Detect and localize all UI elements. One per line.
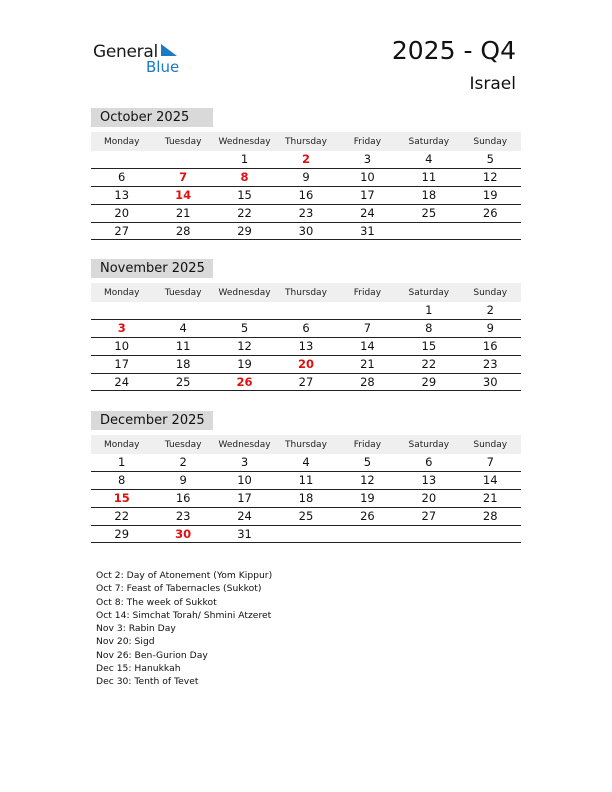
holiday-day-cell: 26 <box>236 375 253 389</box>
day-cell: 19 <box>237 357 252 372</box>
holiday-note: Nov 3: Rabin Day <box>96 623 176 635</box>
day-cell: 24 <box>237 509 252 524</box>
holiday-day-cell: 15 <box>113 491 130 506</box>
day-cell: 6 <box>302 321 310 336</box>
day-cell: 9 <box>302 170 310 185</box>
holiday-day-cell: 2 <box>301 152 310 167</box>
weekday-header: Friday <box>353 136 382 147</box>
weekday-header: Sunday <box>473 439 508 450</box>
holiday-note: Oct 7: Feast of Tabernacles (Sukkot) <box>96 583 262 595</box>
month-label: November 2025 <box>91 259 213 278</box>
day-cell: 4 <box>179 321 187 336</box>
day-cell: 28 <box>482 509 498 524</box>
holiday-day-cell: 20 <box>297 357 314 372</box>
day-cell: 29 <box>421 375 437 389</box>
day-cell: 13 <box>114 188 130 203</box>
day-cell: 18 <box>421 188 437 203</box>
week-row <box>91 454 521 471</box>
weekday-header: Tuesday <box>164 439 202 450</box>
weekday-header: Saturday <box>408 136 450 147</box>
day-cell: 7 <box>363 321 372 336</box>
day-cell: 15 <box>421 339 437 354</box>
page-title: 2025 - Q4 <box>391 36 516 65</box>
holiday-day-cell: 7 <box>179 170 188 185</box>
week-row <box>91 151 521 168</box>
week-row <box>91 525 521 544</box>
day-cell: 1 <box>240 152 249 167</box>
day-cell: 13 <box>298 339 314 354</box>
day-cell: 29 <box>114 527 130 541</box>
month-grid <box>91 132 521 240</box>
day-cell: 14 <box>482 473 498 488</box>
day-cell: 1 <box>425 303 433 318</box>
weekday-header: Friday <box>353 287 382 298</box>
week-row <box>91 168 521 186</box>
weekday-header: Thursday <box>285 136 327 147</box>
day-cell: 11 <box>175 339 191 354</box>
day-cell: 23 <box>175 509 191 524</box>
day-cell: 25 <box>175 375 191 389</box>
day-cell: 22 <box>114 509 130 524</box>
day-cell: 1 <box>118 455 126 470</box>
country-name: Israel <box>469 74 516 94</box>
day-cell: 7 <box>486 455 494 470</box>
weekday-header: Wednesday <box>218 439 271 450</box>
day-cell: 8 <box>425 321 433 336</box>
day-cell: 17 <box>114 357 130 372</box>
day-cell: 16 <box>175 491 191 506</box>
holiday-day-cell: 8 <box>240 170 249 185</box>
day-cell: 19 <box>360 491 375 506</box>
day-cell: 20 <box>114 206 130 221</box>
weekday-header-row <box>91 435 521 454</box>
day-cell: 30 <box>298 224 314 238</box>
day-cell: 27 <box>421 509 437 524</box>
month-label: December 2025 <box>91 411 213 430</box>
holiday-note: Nov 20: Sigd <box>96 636 155 648</box>
weekday-header: Wednesday <box>218 136 271 147</box>
day-cell: 5 <box>363 455 372 470</box>
holiday-note: Nov 26: Ben-Gurion Day <box>96 649 208 661</box>
holiday-note: Dec 30: Tenth of Tevet <box>96 676 199 688</box>
day-cell: 25 <box>421 206 437 221</box>
month-label: October 2025 <box>91 108 213 127</box>
holiday-day-cell: 3 <box>117 321 126 336</box>
day-cell: 24 <box>360 206 375 221</box>
week-row <box>91 471 521 489</box>
logo-word-general: General <box>93 42 158 62</box>
day-cell: 22 <box>237 206 252 221</box>
day-cell: 11 <box>421 170 437 185</box>
week-row <box>91 489 521 507</box>
weekday-header: Sunday <box>473 287 508 298</box>
weekday-header: Sunday <box>473 136 508 147</box>
day-cell: 27 <box>114 224 130 238</box>
day-cell: 6 <box>118 170 126 185</box>
week-row <box>91 186 521 204</box>
holiday-note: Oct 2: Day of Atonement (Yom Kippur) <box>96 570 273 581</box>
month-grid <box>91 435 521 543</box>
day-cell: 17 <box>237 491 252 506</box>
holiday-notes <box>96 569 272 689</box>
day-cell: 26 <box>482 206 498 221</box>
week-row <box>91 507 521 525</box>
holiday-note: Dec 15: Hanukkah <box>96 663 181 675</box>
day-cell: 16 <box>298 188 314 203</box>
day-cell: 16 <box>482 339 498 354</box>
logo-triangle-icon <box>159 43 179 57</box>
day-cell: 25 <box>298 509 314 524</box>
month-block <box>91 411 521 543</box>
day-cell: 31 <box>237 527 252 541</box>
day-cell: 18 <box>175 357 191 372</box>
holiday-note: Oct 8: The week of Sukkot <box>96 596 217 608</box>
day-cell: 29 <box>237 224 252 238</box>
logo-word-blue: Blue <box>146 58 180 76</box>
day-cell: 9 <box>486 321 494 336</box>
day-cell: 13 <box>421 473 437 488</box>
weekday-header: Saturday <box>408 439 450 450</box>
weekday-header: Wednesday <box>218 287 271 298</box>
day-cell: 17 <box>360 188 375 203</box>
day-cell: 12 <box>237 339 252 354</box>
weekday-header: Friday <box>353 439 382 450</box>
day-cell: 31 <box>360 224 375 238</box>
day-cell: 15 <box>237 188 252 203</box>
weekday-header: Thursday <box>285 287 327 298</box>
day-cell: 8 <box>118 473 126 488</box>
day-cell: 27 <box>298 375 314 389</box>
week-row <box>91 222 521 241</box>
day-cell: 6 <box>425 455 433 470</box>
day-cell: 21 <box>482 491 498 506</box>
day-cell: 21 <box>360 357 375 372</box>
day-cell: 26 <box>360 509 375 524</box>
week-row <box>91 355 521 373</box>
day-cell: 19 <box>482 188 498 203</box>
day-cell: 20 <box>421 491 437 506</box>
day-cell: 23 <box>482 357 498 372</box>
day-cell: 30 <box>482 375 498 389</box>
day-cell: 11 <box>298 473 314 488</box>
weekday-header: Monday <box>103 439 140 450</box>
day-cell: 10 <box>360 170 375 185</box>
day-cell: 2 <box>486 303 494 318</box>
day-cell: 22 <box>421 357 437 372</box>
holiday-day-cell: 14 <box>175 188 192 203</box>
month-grid <box>91 283 521 391</box>
holiday-note: Oct 14: Simchat Torah/ Shmini Atzeret <box>96 609 272 621</box>
day-cell: 12 <box>360 473 375 488</box>
holiday-day-cell: 30 <box>175 527 192 541</box>
logo <box>93 40 193 80</box>
weekday-header: Monday <box>103 287 140 298</box>
day-cell: 12 <box>482 170 498 185</box>
day-cell: 10 <box>237 473 252 488</box>
week-row <box>91 373 521 392</box>
day-cell: 4 <box>425 152 433 167</box>
week-row <box>91 204 521 222</box>
day-cell: 9 <box>179 473 187 488</box>
day-cell: 28 <box>360 375 375 389</box>
week-row <box>91 302 521 319</box>
weekday-header-row <box>91 132 521 151</box>
day-cell: 5 <box>486 152 494 167</box>
day-cell: 4 <box>302 455 310 470</box>
weekday-header: Saturday <box>408 287 450 298</box>
day-cell: 14 <box>360 339 375 354</box>
weekday-header: Tuesday <box>164 136 202 147</box>
weekday-header: Thursday <box>285 439 327 450</box>
month-block <box>91 259 521 391</box>
week-row <box>91 337 521 355</box>
day-cell: 21 <box>175 206 191 221</box>
day-cell: 28 <box>175 224 191 238</box>
day-cell: 2 <box>179 455 187 470</box>
day-cell: 5 <box>240 321 249 336</box>
day-cell: 24 <box>114 375 130 389</box>
day-cell: 10 <box>114 339 130 354</box>
month-block <box>91 108 521 240</box>
day-cell: 3 <box>240 455 249 470</box>
day-cell: 23 <box>298 206 314 221</box>
weekday-header: Tuesday <box>164 287 202 298</box>
weekday-header: Monday <box>103 136 140 147</box>
week-row <box>91 319 521 337</box>
weekday-header-row <box>91 283 521 302</box>
day-cell: 18 <box>298 491 314 506</box>
day-cell: 3 <box>363 152 372 167</box>
